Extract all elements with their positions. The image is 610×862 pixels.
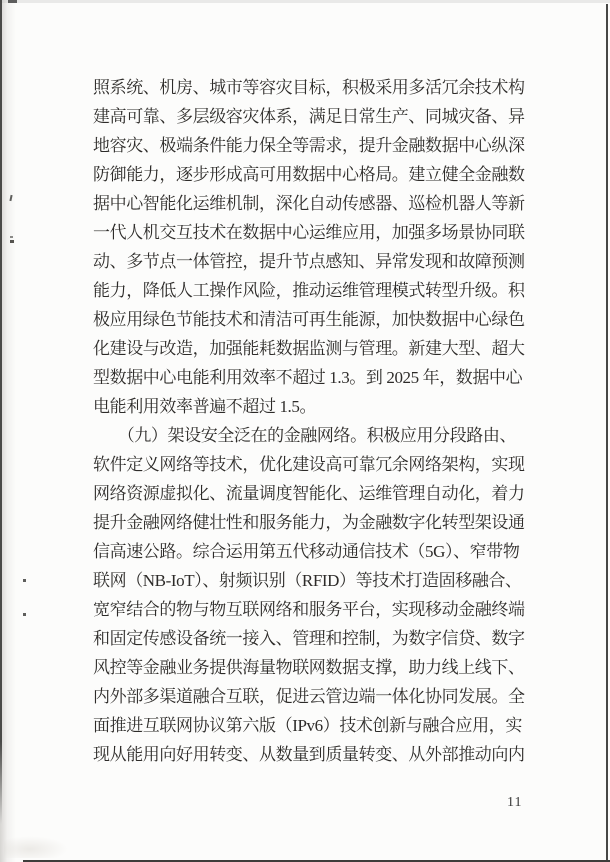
- scan-left-edge-line: [0, 0, 2, 824]
- scan-smudge: [4, 836, 68, 858]
- scan-corner-mark: [8, 0, 17, 3]
- page-number: 11: [507, 795, 523, 810]
- text-line: 内外部多渠道融合互联，促进云管边端一体化协同发展。全: [93, 687, 525, 706]
- scan-top-edge: [0, 0, 610, 3]
- text-line: 防御能力，逐步形成高可用数据中心格局。建立健全金融数: [93, 165, 525, 184]
- text-line: 联网（NB-IoT）、射频识别（RFID）等技术打造固移融合、: [93, 571, 522, 590]
- text-line: 现从能用向好用转变、从数量到质量转变、从外部推动向内: [93, 745, 525, 764]
- text-line: 电能利用效率普遍不超过 1.5。: [93, 397, 317, 416]
- text-line: 提升金融网络健壮性和服务能力，为金融数字化转型架设通: [93, 513, 525, 532]
- text-line: 照系统、机房、城市等容灾目标，积极采用多活冗余技术构: [93, 78, 525, 97]
- scan-speck: [10, 240, 14, 243]
- text-line: 动、多节点一体管控，提升节点感知、异常发现和故障预测: [93, 252, 525, 271]
- text-line: 建高可靠、多层级容灾体系，满足日常生产、同城灾备、异: [93, 107, 525, 126]
- text-line: 和固定传感设备统一接入、管理和控制，为数字信贷、数字: [93, 629, 525, 648]
- scan-speck: [23, 613, 26, 616]
- paragraph-datacenter: [93, 73, 541, 421]
- text-line: 化建设与改造，加强能耗数据监测与管理。新建大型、超大: [93, 339, 525, 358]
- text-line: 网络资源虚拟化、流量调度智能化、运维管理自动化，着力: [93, 484, 525, 503]
- text-line: （九）架设安全泛在的金融网络。积极应用分段路由、: [93, 426, 517, 445]
- scan-left-shadow: [0, 0, 16, 862]
- text-line: 风控等金融业务提供海量物联网数据支撑，助力线上线下、: [93, 658, 525, 677]
- document-body: [93, 73, 541, 769]
- text-line: 据中心智能化运维机制，深化自动传感器、巡检机器人等新: [93, 194, 525, 213]
- text-line: 地容灾、极端条件能力保全等需求，提升金融数据中心纵深: [93, 136, 525, 155]
- text-line: 宽窄结合的物与物互联网络和服务平台，实现移动金融终端: [93, 600, 525, 619]
- text-line: 一代人机交互技术在数据中心运维应用，加强多场景协同联: [93, 223, 525, 242]
- text-line: 能力，降低人工操作风险，推动运维管理模式转型升级。积: [93, 281, 525, 300]
- paragraph-financial-network: [93, 421, 541, 769]
- text-line: 信高速公路。综合运用第五代移动通信技术（5G）、窄带物: [93, 542, 520, 561]
- scan-speck: [10, 236, 13, 238]
- scan-right-edge-line: [606, 4, 608, 862]
- scan-speck: [23, 579, 26, 582]
- text-line: 软件定义网络等技术，优化建设高可靠冗余网络架构，实现: [93, 455, 525, 474]
- text-line: 面推进互联网协议第六版（IPv6）技术创新与融合应用，实: [93, 716, 522, 735]
- text-line: 极应用绿色节能技术和清洁可再生能源，加快数据中心绿色: [93, 310, 525, 329]
- text-line: 型数据中心电能利用效率不超过 1.3。到 2025 年，数据中心: [93, 368, 523, 387]
